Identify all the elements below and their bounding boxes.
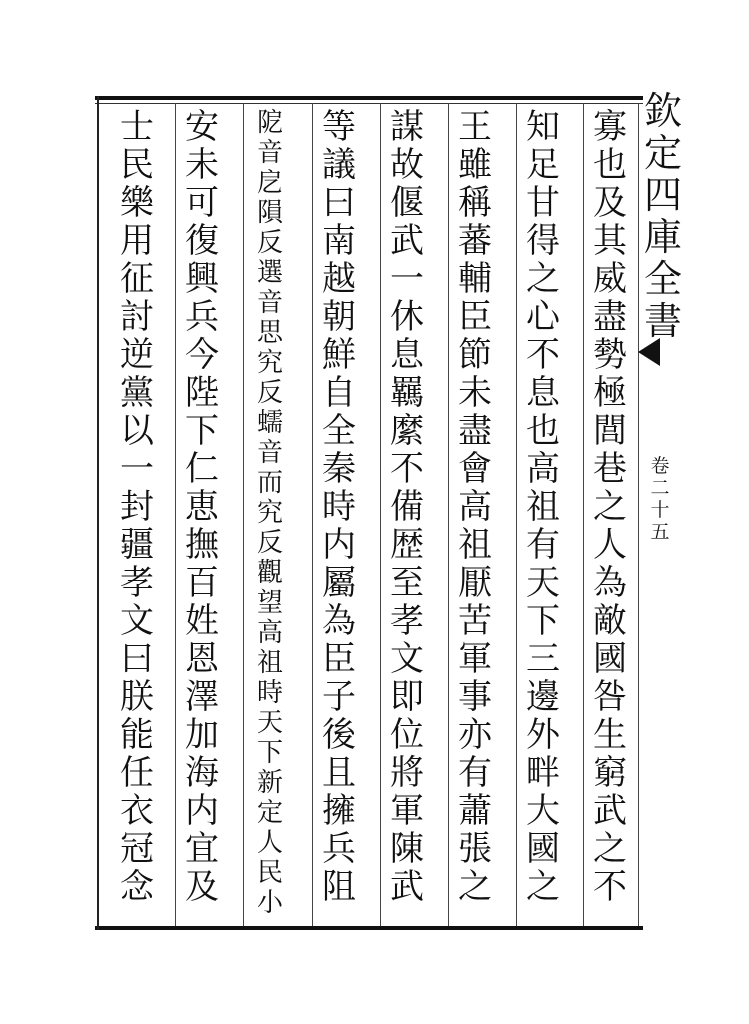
text-char: 音 [256, 138, 283, 168]
column-divider [583, 103, 584, 926]
text-char: 畔 [526, 753, 560, 793]
text-char: 祖 [526, 487, 560, 527]
text-char: 臣 [322, 639, 356, 679]
fold-mark [638, 338, 660, 366]
text-char: 備 [390, 487, 424, 527]
text-char: 曰 [120, 639, 154, 679]
top-border-inner [95, 103, 643, 104]
text-char: 祖 [458, 525, 492, 565]
text-char: 南 [322, 221, 356, 261]
column-divider [516, 103, 517, 926]
column-divider [380, 103, 381, 926]
text-char: 之 [593, 829, 627, 869]
text-column-4 [382, 108, 432, 906]
title-char: 欽 [643, 89, 682, 133]
text-char: 下 [185, 411, 219, 451]
text-char: 未 [458, 373, 492, 413]
text-char: 屬 [322, 563, 356, 603]
text-char: 兵 [185, 297, 219, 337]
text-char: 反 [256, 378, 283, 408]
text-char: 及 [185, 867, 219, 907]
text-char: 究 [256, 348, 283, 378]
text-char: 閭 [593, 411, 627, 451]
column-divider [638, 103, 639, 926]
text-char: 之 [458, 867, 492, 907]
text-char: 即 [390, 677, 424, 717]
text-char: 陛 [185, 373, 219, 413]
text-char: 仁 [185, 449, 219, 489]
bottom-border [95, 926, 643, 930]
text-char: 羈 [390, 373, 424, 413]
text-char: 海 [185, 753, 219, 793]
juan-char: 卷 [650, 455, 670, 477]
left-border [97, 96, 99, 930]
text-char: 可 [185, 183, 219, 223]
text-char: 鮮 [322, 335, 356, 375]
text-char: 等 [322, 107, 356, 147]
text-char: 隕 [256, 198, 283, 228]
text-char: 文 [120, 601, 154, 641]
column-divider [312, 103, 313, 926]
text-char: 其 [593, 221, 627, 261]
text-char: 不 [593, 867, 627, 907]
book-title [640, 90, 686, 342]
title-char: 定 [643, 131, 682, 175]
text-char: 會 [458, 449, 492, 489]
text-char: 威 [593, 259, 627, 299]
text-char: 戹 [256, 168, 283, 198]
text-char: 偃 [390, 183, 424, 223]
text-char: 為 [322, 601, 356, 641]
text-char: 樂 [120, 183, 154, 223]
text-char: 咎 [593, 677, 627, 717]
text-char: 姓 [185, 601, 219, 641]
text-char: 陳 [390, 829, 424, 869]
text-char: 武 [593, 791, 627, 831]
text-char: 封 [120, 487, 154, 527]
text-char: 孝 [390, 601, 424, 641]
text-char: 窮 [593, 753, 627, 793]
column-divider [175, 103, 176, 926]
text-char: 勢 [593, 335, 627, 375]
text-char: 疆 [120, 525, 154, 565]
text-char: 而 [256, 468, 283, 498]
text-column-3 [450, 108, 500, 906]
text-char: 念 [120, 867, 154, 907]
text-char: 朕 [120, 677, 154, 717]
text-char: 故 [390, 145, 424, 185]
text-char: 謀 [390, 107, 424, 147]
text-char: 為 [593, 563, 627, 603]
text-char: 人 [256, 828, 283, 858]
text-char: 武 [390, 867, 424, 907]
text-char: 後 [322, 715, 356, 755]
text-char: 曰 [322, 183, 356, 223]
text-char: 加 [185, 715, 219, 755]
text-column-1 [585, 108, 635, 906]
title-char: 庫 [643, 215, 682, 259]
text-char: 武 [390, 221, 424, 261]
text-char: 事 [458, 677, 492, 717]
text-column-7 [177, 108, 227, 906]
text-char: 將 [390, 753, 424, 793]
text-char: 三 [526, 639, 560, 679]
text-char: 衣 [120, 791, 154, 831]
text-char: 軍 [458, 639, 492, 679]
text-char: 巷 [593, 449, 627, 489]
text-char: 冠 [120, 829, 154, 869]
text-char: 文 [390, 639, 424, 679]
text-char: 人 [593, 525, 627, 565]
text-char: 子 [322, 677, 356, 717]
text-char: 安 [185, 107, 219, 147]
juan-char: 二 [650, 477, 670, 499]
text-char: 蕃 [458, 221, 492, 261]
text-char: 任 [120, 753, 154, 793]
text-char: 民 [256, 858, 283, 888]
text-char: 寡 [593, 107, 627, 147]
text-char: 觀 [256, 558, 283, 588]
text-column-6 [245, 108, 295, 918]
text-char: 以 [120, 411, 154, 451]
text-char: 休 [390, 297, 424, 337]
text-char: 澤 [185, 677, 219, 717]
text-char: 之 [526, 259, 560, 299]
text-char: 百 [185, 563, 219, 603]
text-char: 厭 [458, 563, 492, 603]
text-char: 國 [526, 829, 560, 869]
text-char: 黨 [120, 373, 154, 413]
text-char: 息 [526, 373, 560, 413]
text-char: 議 [322, 145, 356, 185]
text-char: 小 [256, 888, 283, 918]
text-char: 甘 [526, 183, 560, 223]
text-char: 縻 [390, 411, 424, 451]
text-char: 息 [390, 335, 424, 375]
text-column-2 [518, 108, 568, 906]
text-char: 孝 [120, 563, 154, 603]
text-char: 足 [526, 145, 560, 185]
text-char: 時 [322, 487, 356, 527]
text-char: 且 [322, 753, 356, 793]
text-char: 亦 [458, 715, 492, 755]
text-char: 自 [322, 373, 356, 413]
text-char: 恩 [185, 639, 219, 679]
text-char: 征 [120, 259, 154, 299]
text-char: 反 [256, 228, 283, 258]
title-char: 全 [643, 257, 682, 301]
text-char: 大 [526, 791, 560, 831]
text-char: 反 [256, 528, 283, 558]
text-char: 能 [120, 715, 154, 755]
text-char: 之 [526, 867, 560, 907]
juan-char: 五 [650, 521, 670, 543]
text-char: 阸 [256, 108, 283, 138]
text-char: 用 [120, 221, 154, 261]
text-char: 内 [322, 525, 356, 565]
text-char: 天 [526, 563, 560, 603]
text-char: 一 [120, 449, 154, 489]
text-char: 民 [120, 145, 154, 185]
text-char: 軍 [390, 791, 424, 831]
text-char: 雖 [458, 145, 492, 185]
text-char: 祖 [256, 648, 283, 678]
text-char: 高 [256, 618, 283, 648]
text-char: 國 [593, 639, 627, 679]
text-char: 今 [185, 335, 219, 375]
text-char: 宜 [185, 829, 219, 869]
text-char: 恵 [185, 487, 219, 527]
text-char: 音 [256, 288, 283, 318]
text-char: 也 [526, 411, 560, 451]
text-char: 高 [526, 449, 560, 489]
text-char: 知 [526, 107, 560, 147]
text-char: 天 [256, 708, 283, 738]
text-char: 定 [256, 798, 283, 828]
text-char: 輔 [458, 259, 492, 299]
text-char: 未 [185, 145, 219, 185]
text-char: 節 [458, 335, 492, 375]
text-char: 一 [390, 259, 424, 299]
text-char: 討 [120, 297, 154, 337]
text-char: 時 [256, 678, 283, 708]
text-char: 稱 [458, 183, 492, 223]
text-char: 思 [256, 318, 283, 348]
juan-char: 十 [650, 499, 670, 521]
text-char: 不 [526, 335, 560, 375]
text-char: 擁 [322, 791, 356, 831]
text-char: 選 [256, 258, 283, 288]
text-char: 臣 [458, 297, 492, 337]
volume-number [648, 455, 672, 543]
text-char: 士 [120, 107, 154, 147]
column-divider [448, 103, 449, 926]
text-char: 阻 [322, 867, 356, 907]
text-char: 音 [256, 438, 283, 468]
top-border [95, 96, 643, 100]
text-char: 盡 [458, 411, 492, 451]
text-char: 究 [256, 498, 283, 528]
text-char: 望 [256, 588, 283, 618]
text-column-8 [112, 108, 162, 906]
text-char: 得 [526, 221, 560, 261]
text-char: 張 [458, 829, 492, 869]
text-char: 位 [390, 715, 424, 755]
text-char: 新 [256, 768, 283, 798]
text-char: 高 [458, 487, 492, 527]
text-char: 盡 [593, 297, 627, 337]
text-char: 心 [526, 297, 560, 337]
text-char: 蠕 [256, 408, 283, 438]
text-char: 全 [322, 411, 356, 451]
text-char: 至 [390, 563, 424, 603]
text-char: 不 [390, 449, 424, 489]
text-char: 生 [593, 715, 627, 755]
text-char: 之 [593, 487, 627, 527]
title-char: 書 [643, 299, 682, 343]
text-char: 有 [458, 753, 492, 793]
title-char: 四 [643, 173, 682, 217]
text-char: 逆 [120, 335, 154, 375]
text-char: 朝 [322, 297, 356, 337]
text-char: 有 [526, 525, 560, 565]
text-char: 復 [185, 221, 219, 261]
text-char: 内 [185, 791, 219, 831]
text-char: 邊 [526, 677, 560, 717]
text-char: 外 [526, 715, 560, 755]
text-char: 撫 [185, 525, 219, 565]
text-column-5 [314, 108, 364, 906]
text-char: 苦 [458, 601, 492, 641]
text-char: 下 [526, 601, 560, 641]
text-char: 下 [256, 738, 283, 768]
text-char: 敵 [593, 601, 627, 641]
text-char: 越 [322, 259, 356, 299]
text-char: 興 [185, 259, 219, 299]
text-char: 及 [593, 183, 627, 223]
text-char: 王 [458, 107, 492, 147]
text-char: 秦 [322, 449, 356, 489]
text-char: 兵 [322, 829, 356, 869]
column-divider [243, 103, 244, 926]
text-char: 蕭 [458, 791, 492, 831]
text-char: 歴 [390, 525, 424, 565]
text-char: 也 [593, 145, 627, 185]
text-char: 極 [593, 373, 627, 413]
